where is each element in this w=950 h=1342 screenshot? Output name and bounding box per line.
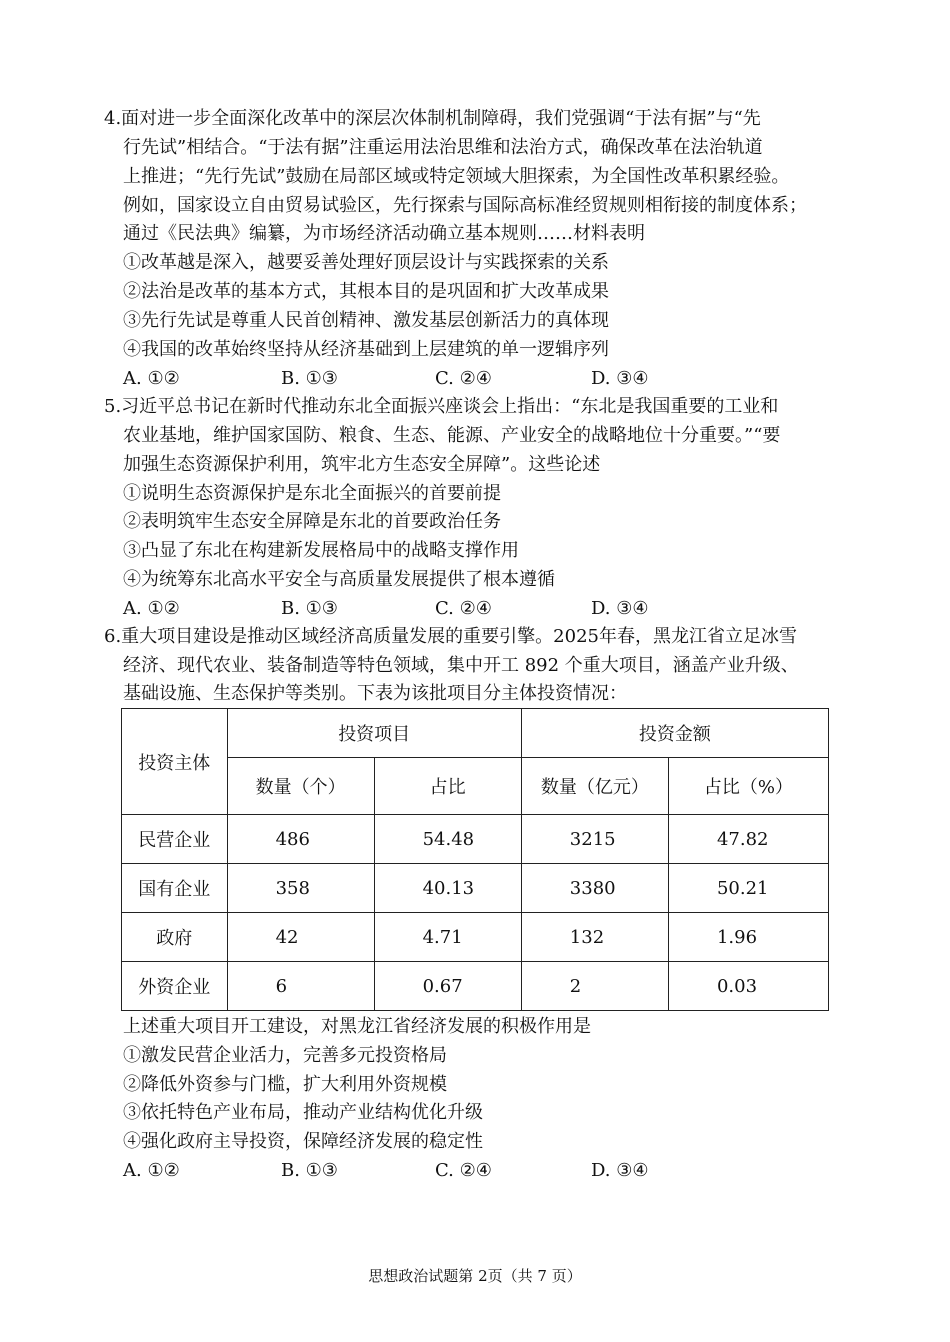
q4-stem-line: 行先试”相结合。“于法有据”注重运用法治思维和法治方式，确保改革在法治轨道 (123, 137, 763, 158)
q4-option-a: A. ①② (123, 368, 180, 389)
row-subject: 政府 (122, 913, 228, 962)
q6-item: ②降低外资参与门槛，扩大利用外资规模 (123, 1074, 447, 1095)
row-amount-share: 50.21 (668, 864, 828, 913)
q5-option-d: D. ③④ (591, 598, 649, 619)
table-row (122, 864, 829, 913)
q6-stem-line: 基础设施、生态保护等类别。下表为该批项目分主体投资情况： (123, 683, 627, 704)
q5-item: ②表明筑牢生态安全屏障是东北的首要政治任务 (123, 511, 501, 532)
table-row (122, 962, 829, 1011)
q5-item: ①说明生态资源保护是东北全面振兴的首要前提 (123, 483, 501, 504)
subheader-amount-share: 占比（%） (668, 758, 828, 815)
q4-option-b: B. ①③ (281, 368, 338, 389)
q6-option-b: B. ①③ (281, 1160, 338, 1181)
q6-option-d: D. ③④ (591, 1160, 649, 1181)
row-count: 6 (227, 962, 374, 1011)
q4-stem-line: 4.面对进一步全面深化改革中的深层次体制机制障碍，我们党强调“于法有据”与“先 (104, 108, 761, 129)
q5-stem-line: 5.习近平总书记在新时代推动东北全面振兴座谈会上指出：“东北是我国重要的工业和 (104, 396, 779, 417)
q5-item: ③凸显了东北在构建新发展格局中的战略支撑作用 (123, 540, 519, 561)
row-share: 4.71 (374, 913, 521, 962)
q4-item: ②法治是改革的基本方式，其根本目的是巩固和扩大改革成果 (123, 281, 609, 302)
table-header-row (122, 709, 829, 758)
row-share: 0.67 (374, 962, 521, 1011)
q5-option-b: B. ①③ (281, 598, 338, 619)
q6-option-c: C. ②④ (435, 1160, 492, 1181)
q6-stem-line: 6.重大项目建设是推动区域经济高质量发展的重要引擎。2025年春，黑龙江省立足冰雪 (104, 626, 797, 647)
q6-item: ①激发民营企业活力，完善多元投资格局 (123, 1045, 447, 1066)
row-amount: 2 (521, 962, 668, 1011)
q6-item: ④强化政府主导投资，保障经济发展的稳定性 (123, 1131, 483, 1152)
q4-option-c: C. ②④ (435, 368, 492, 389)
row-count: 42 (227, 913, 374, 962)
q6-followup: 上述重大项目开工建设，对黑龙江省经济发展的积极作用是 (123, 1016, 591, 1037)
q4-option-d: D. ③④ (591, 368, 649, 389)
investment-table (121, 708, 829, 1011)
q4-item: ③先行先试是尊重人民首创精神、激发基层创新活力的真体现 (123, 310, 609, 331)
q5-option-c: C. ②④ (435, 598, 492, 619)
q4-stem-line: 通过《民法典》编纂，为市场经济活动确立基本规则……材料表明 (123, 223, 645, 244)
header-investment-projects: 投资项目 (227, 709, 521, 758)
row-subject: 外资企业 (122, 962, 228, 1011)
row-share: 40.13 (374, 864, 521, 913)
row-count: 358 (227, 864, 374, 913)
row-amount-share: 47.82 (668, 815, 828, 864)
subheader-project-share: 占比 (374, 758, 521, 815)
row-amount-share: 1.96 (668, 913, 828, 962)
q5-option-a: A. ①② (123, 598, 180, 619)
row-amount-share: 0.03 (668, 962, 828, 1011)
subheader-project-count: 数量（个） (227, 758, 374, 815)
table-row (122, 913, 829, 962)
row-subject: 国有企业 (122, 864, 228, 913)
q4-item: ④我国的改革始终坚持从经济基础到上层建筑的单一逻辑序列 (123, 339, 609, 360)
header-investment-amount: 投资金额 (521, 709, 828, 758)
row-amount: 3215 (521, 815, 668, 864)
row-share: 54.48 (374, 815, 521, 864)
header-investment-subject: 投资主体 (122, 709, 228, 815)
page-footer: 思想政治试题第 2页（共 7 页） (368, 1267, 582, 1285)
q4-stem-line: 例如，国家设立自由贸易试验区，先行探索与国际高标准经贸规则相衔接的制度体系； (123, 195, 807, 216)
row-amount: 3380 (521, 864, 668, 913)
q6-stem-line: 经济、现代农业、装备制造等特色领域，集中开工 892 个重大项目，涵盖产业升级、 (123, 655, 799, 676)
table-subheader-row (122, 758, 829, 815)
q5-item: ④为统筹东北高水平安全与高质量发展提供了根本遵循 (123, 569, 555, 590)
row-subject: 民营企业 (122, 815, 228, 864)
row-amount: 132 (521, 913, 668, 962)
q6-item: ③依托特色产业布局，推动产业结构优化升级 (123, 1102, 483, 1123)
q4-stem-line: 上推进；“先行先试”鼓励在局部区域或特定领域大胆探索，为全国性改革积累经验。 (123, 166, 790, 187)
row-count: 486 (227, 815, 374, 864)
q5-stem-line: 加强生态资源保护利用，筑牢北方生态安全屏障”。这些论述 (123, 454, 601, 475)
table-row (122, 815, 829, 864)
q6-option-a: A. ①② (123, 1160, 180, 1181)
subheader-amount-value: 数量（亿元） (521, 758, 668, 815)
q4-item: ①改革越是深入，越要妥善处理好顶层设计与实践探索的关系 (123, 252, 609, 273)
q5-stem-line: 农业基地，维护国家国防、粮食、生态、能源、产业安全的战略地位十分重要。”“要 (123, 425, 781, 446)
